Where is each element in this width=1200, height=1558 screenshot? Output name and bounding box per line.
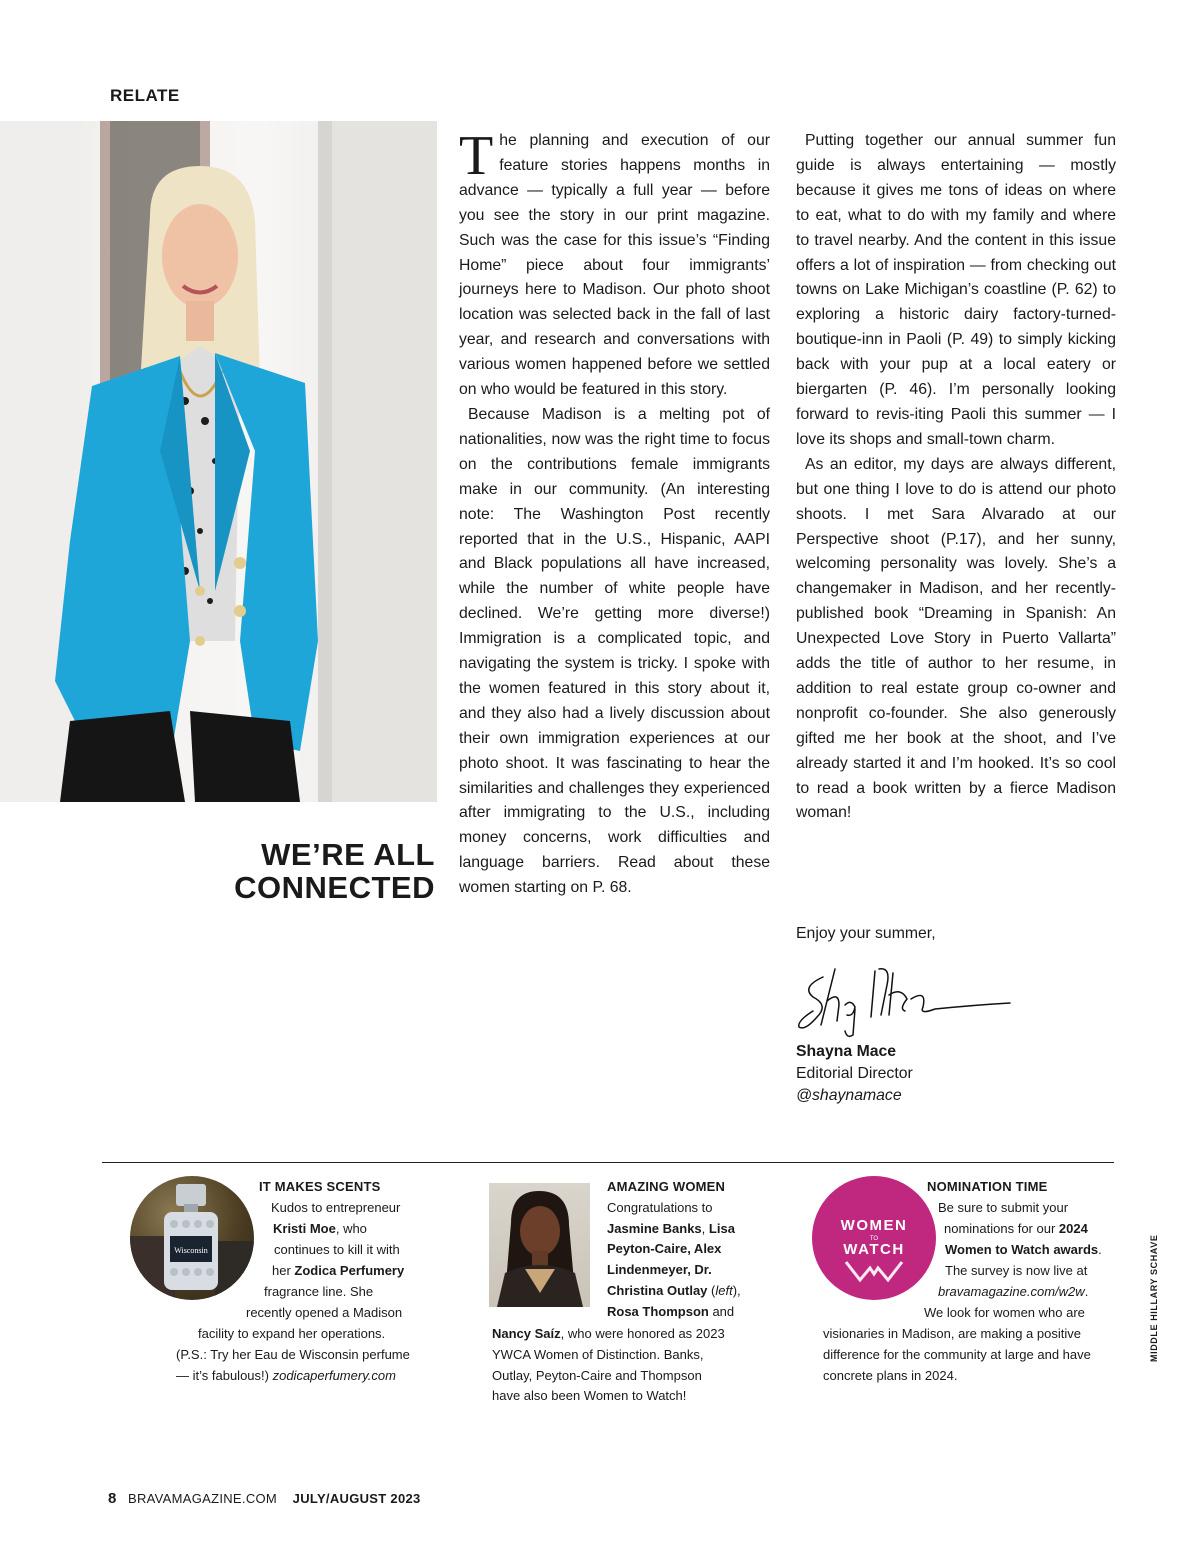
text-line: facility to expand her operations.	[198, 1326, 386, 1341]
nomination-line7	[823, 1324, 1091, 1386]
website-link[interactable]: zodicaperfumery.com	[272, 1368, 396, 1383]
photo-credit-text: MIDDLE HILLARY SCHAVE	[1149, 1234, 1159, 1362]
award-name: Women to Watch awards	[945, 1242, 1099, 1257]
photo-credit	[1149, 1232, 1163, 1362]
scents-text-line5	[264, 1282, 373, 1303]
women-honoree-photo	[489, 1183, 590, 1307]
blurb-heading: IT MAKES SCENTS	[259, 1179, 381, 1194]
text-span: (	[707, 1282, 716, 1298]
text-line: visionaries in Madison, are making a positive	[823, 1326, 1081, 1341]
person-name: Jasmine Banks	[607, 1220, 702, 1236]
section-divider	[102, 1162, 1114, 1163]
text-line: Kudos to entrepreneur	[271, 1200, 401, 1215]
signoff-handle: @shaynamace	[796, 1087, 902, 1104]
badge-to: TO	[869, 1236, 879, 1242]
women-blurb-continued	[492, 1324, 725, 1407]
text-line: We look for women who are	[924, 1305, 1085, 1320]
footer-issue: JULY/AUGUST 2023	[292, 1491, 421, 1506]
closing-line: Enjoy your summer,	[796, 925, 936, 942]
website-link[interactable]: bravamagazine.com/w2w	[938, 1284, 1085, 1299]
paragraph-text: he planning and execution of our feature stories happens months in advance — typically a full year — before you see the story in our print magazine. Such was the case for this issue’s “Finding Home” piece about four immigrants’ journeys here to Madison. Our photo shoot location was selected back in the fall of last year, and research and conversations with various women happened before we settled on who would be featured in this story.	[459, 132, 770, 399]
footer-site[interactable]: BRAVAMAGAZINE.COM	[127, 1491, 278, 1506]
text-span: ),	[732, 1282, 741, 1298]
article-headline	[234, 838, 435, 904]
text-line: Be sure to submit your	[938, 1200, 1069, 1215]
text-line: YWCA Women of Distinction. Banks,	[492, 1346, 704, 1362]
brand-name: Zodica Perfumery	[294, 1263, 405, 1278]
text-line: difference for the community at large and have	[823, 1346, 1091, 1362]
person-name: Christina Outlay	[607, 1282, 708, 1298]
body-column-1	[459, 125, 770, 901]
paragraph: As an editor, my days are always different, but one thing I love to do is attend our photo shoots. I met Sara Alvarado at our Perspective shoot (P.17), and her sunny, welcoming personality was lovely. She’s a changemaker in Madison, and her recently-published book “Dreaming in Spanish: An Unexpected Love Story in Puerto Vallarta” adds the title of author to her resume, in addition to real estate group co-owner and nonprofit co-founder. She also generously gifted me her book at the shoot, and I’ve already started it and I’m hooked. It’s so cool to read a book written by a fierce Madison woman!	[796, 455, 1116, 822]
women-blurb	[607, 1177, 741, 1323]
text-line: concrete plans in 2024.	[823, 1367, 958, 1383]
text-line	[273, 1219, 367, 1240]
text-line	[945, 1240, 1102, 1261]
text-line: The survey is now live at	[945, 1263, 1088, 1278]
scents-text-line3	[274, 1240, 400, 1261]
text-line: recently opened a Madison	[246, 1305, 403, 1320]
paragraph: Putting together our annual summer fun guide is always entertaining — mostly because it gives me tons of ideas on where to eat, what to do with my family and where to travel nearby. And the content in this issue offers a lot of inspiration — from checking out towns on Lake Michigan’s coastline (P. 62) to exploring a historic dairy factory-turned-boutique-inn in Paoli (P. 49) to simply kicking back with your pup at a local eatery or biergarten (P. 46). I’m personally looking forward to revis-iting Paoli this summer — I love its shops and small-town charm.	[796, 132, 1116, 448]
text-span: nominations for our	[944, 1221, 1059, 1236]
text-line	[272, 1261, 404, 1282]
body-column-2	[796, 129, 1116, 826]
person-name: Rosa Thompson	[607, 1303, 709, 1319]
scents-text-line7	[198, 1324, 385, 1345]
text-span: ,	[701, 1220, 709, 1236]
nomination-line1	[938, 1198, 1068, 1219]
scents-text-line4	[272, 1261, 404, 1282]
scents-text-line8	[176, 1345, 410, 1366]
text-line	[607, 1219, 741, 1240]
headline-line-1: WE’RE ALL	[261, 837, 435, 872]
editor-portrait-photo	[0, 121, 437, 802]
text-line	[607, 1260, 741, 1281]
section-label: RELATE	[110, 86, 180, 105]
text-span: .	[1098, 1242, 1102, 1257]
paragraph	[459, 125, 770, 403]
text-line: continues to kill it with	[274, 1242, 400, 1257]
nomination-line2	[944, 1219, 1088, 1240]
bottle-label: Wisconsin	[174, 1246, 208, 1255]
text-line	[938, 1282, 1088, 1303]
perfume-bottle-photo	[130, 1176, 254, 1300]
person-name: Lindenmeyer, Dr.	[607, 1262, 712, 1278]
text-span: , who	[335, 1221, 367, 1236]
nomination-line4	[945, 1261, 1087, 1282]
paragraph: Because Madison is a melting pot of nationalities, now was the right time to focus on the contributions female immigrants make in our community. (An interesting note: The Washington Post recently reported that in the U.S., Hispanic, AAPI and Black populations all have increased, while the number of white people have declined. We’re getting more diverse!) Immigration is a complicated topic, and navigating the system is tricky. I spoke with the women featured in this story about it, and they also had a lively discussion about their own immigration experiences at our photo shoot. It was fascinating to hear the similarities and challenges they experienced after immigrating to the U.S., including money concerns, work difficulties and language barriers. Read about these women starting on P. 68.	[459, 405, 770, 897]
person-name: Lisa	[708, 1220, 735, 1236]
text-line	[492, 1324, 725, 1345]
nomination-heading	[927, 1177, 1047, 1198]
text-line: (P.S.: Try her Eau de Wisconsin perfume	[176, 1347, 410, 1362]
drop-cap: T	[459, 125, 494, 187]
page-number: 8	[108, 1490, 117, 1507]
page-footer	[108, 1490, 421, 1507]
scents-text-line2	[273, 1219, 367, 1240]
text-line	[607, 1281, 741, 1302]
person-name: Nancy Saíz	[492, 1326, 561, 1341]
text-line	[607, 1239, 741, 1260]
text-span: , who were honored as 2023	[560, 1326, 725, 1341]
text-line: Outlay, Peyton-Caire and Thompson	[492, 1367, 702, 1383]
text-span: her	[272, 1263, 295, 1278]
signoff-title: Editorial Director	[796, 1065, 913, 1082]
scents-text-line6	[246, 1303, 402, 1324]
nomination-line5	[938, 1282, 1088, 1303]
person-name: Kristi Moe	[273, 1221, 336, 1236]
person-name: Peyton-Caire, Alex	[607, 1241, 722, 1257]
badge-line-1: WOMEN	[840, 1217, 908, 1234]
scents-text	[271, 1198, 400, 1219]
portrait-illustration	[0, 121, 437, 802]
text-span: .	[1084, 1284, 1089, 1299]
text-line	[607, 1302, 741, 1323]
text-line	[176, 1366, 396, 1387]
nomination-line6	[924, 1303, 1085, 1324]
text-span: left	[715, 1282, 733, 1298]
text-line	[944, 1219, 1088, 1240]
badge-line-2: WATCH	[843, 1241, 905, 1258]
text-line: Congratulations to	[607, 1199, 713, 1215]
headline-line-2: CONNECTED	[234, 870, 435, 905]
scents-text-line9	[176, 1366, 396, 1387]
signoff-name: Shayna Mace	[796, 1043, 897, 1060]
handwritten-signature	[795, 965, 1015, 1045]
text-span: — it’s fabulous!)	[176, 1368, 273, 1383]
nomination-line3	[945, 1240, 1102, 1261]
blurb-heading: AMAZING WOMEN	[607, 1179, 726, 1194]
scents-heading	[259, 1177, 380, 1198]
text-line: have also been Women to Watch!	[492, 1388, 687, 1404]
text-span: and	[708, 1303, 735, 1319]
award-year: 2024	[1058, 1221, 1088, 1236]
text-line: fragrance line. She	[264, 1284, 374, 1299]
blurb-heading: NOMINATION TIME	[927, 1179, 1048, 1194]
women-to-watch-badge	[812, 1176, 936, 1300]
